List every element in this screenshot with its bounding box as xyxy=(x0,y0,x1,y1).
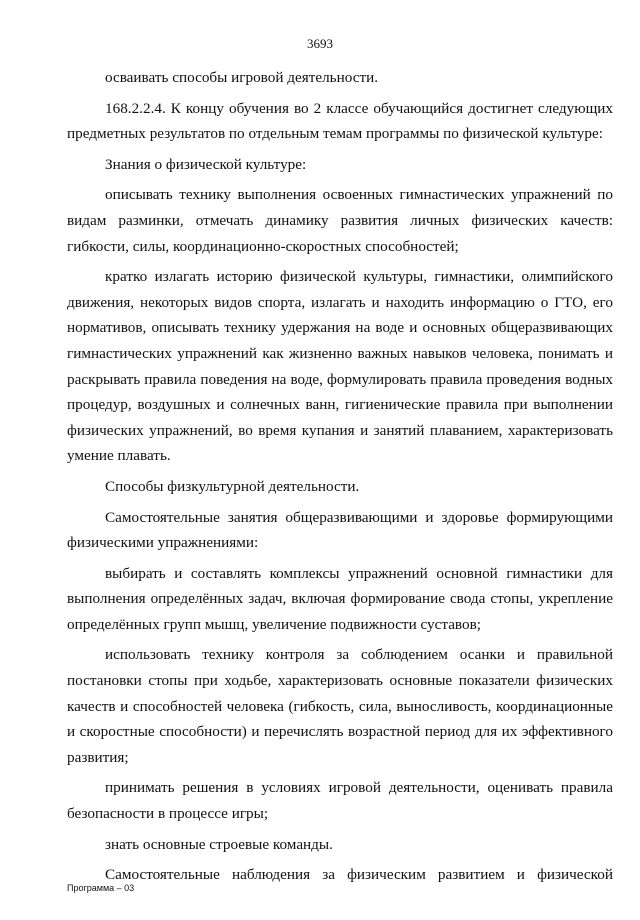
section-heading: Знания о физической культуре: xyxy=(105,155,307,173)
paragraph: знать основные строевые команды. xyxy=(105,835,333,853)
footer-label: Программа – 03 xyxy=(67,883,135,893)
document-body xyxy=(67,65,613,888)
paragraph: осваивать способы игровой деятельности. xyxy=(105,69,379,86)
paragraph: Самостоятельные наблюдения за физическим развитием и физической xyxy=(105,866,613,884)
paragraph: кратко излагать историю физической культуры, гимнастики, олимпийского движения, некоторых видов спорта, излагать и находить информацию о ГТО, его нормативов, описывать технику удержания на воде и основных общеразвивающих гимнастических упражнений как жизненно важных навыков человека, понимать и раскрывать правила поведения на воде, формулировать правила проведения водных процедур, воздушных и солнечных ванн, гигиенические правила при выполнении физических упражнений, во время купания и занятий плаванием, характеризовать умение плавать. xyxy=(67,268,613,465)
paragraph: 168.2.2.4. К концу обучения во 2 классе обучающийся достигнет следующих предметных результатов по отдельным темам программы по физической культуре: xyxy=(67,99,613,143)
paragraph: выбирать и составлять комплексы упражнений основной гимнастики для выполнения определённых задач, включая формирование свода стопы, укрепление определённых групп мышц, увеличение подвижности суставов; xyxy=(67,564,613,633)
paragraph: Самостоятельные занятия общеразвивающими и здоровье формирующими физическими упражнениями: xyxy=(67,508,613,552)
page-number: 3693 xyxy=(307,36,333,51)
paragraph: использовать технику контроля за соблюдением осанки и правильной постановки стопы при ходьбе, характеризовать основные показатели физических качеств и способностей человека (гибкость, сила, выносливость, координационные и скоростные способности) и перечислять возрастной период для их эффективного развития; xyxy=(67,646,613,766)
paragraph: описывать технику выполнения освоенных гимнастических упражнений по видам разминки, отмечать динамику развития личных физических качеств: гибкости, силы, координационно-скоростных способностей; xyxy=(67,186,613,255)
paragraph: принимать решения в условиях игровой деятельности, оценивать правила безопасности в процессе игры; xyxy=(67,779,613,823)
section-heading: Способы физкультурной деятельности. xyxy=(105,477,360,495)
